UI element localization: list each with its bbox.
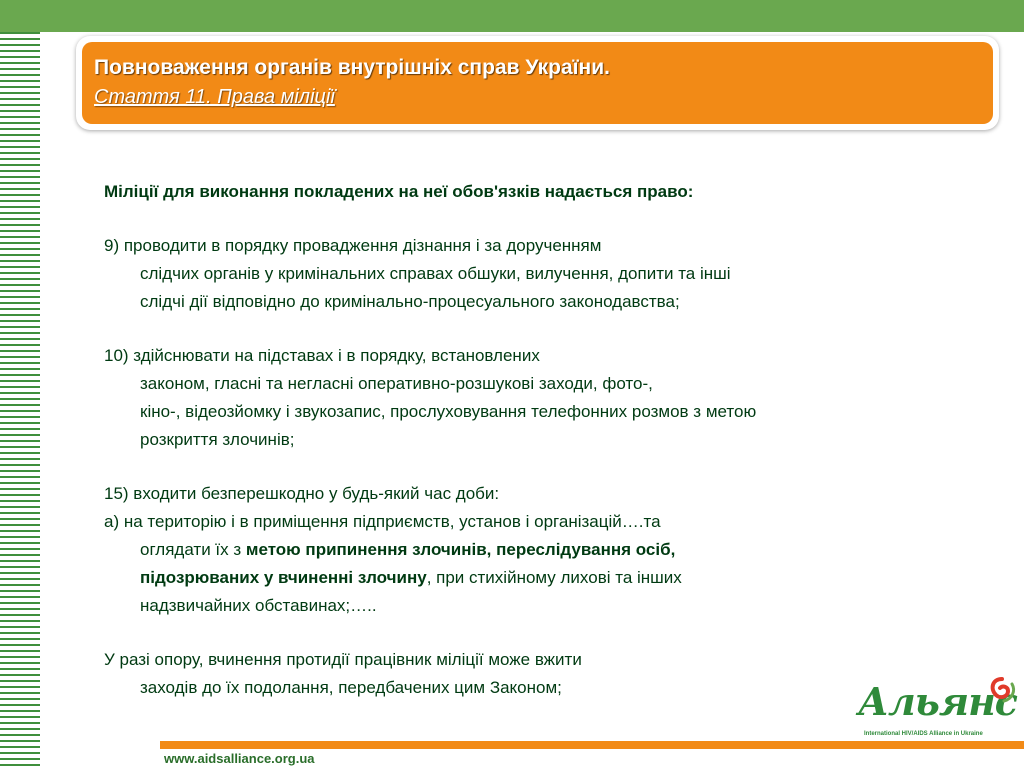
item9-line2: слідчих органів у кримінальних справах обшуки, вилучення, допити та інші [140, 264, 731, 283]
item9-line1: 9) проводити в порядку провадження дізнання і за дорученням [104, 236, 602, 255]
slide-content [104, 178, 984, 702]
item10-line4: розкриття злочинів; [140, 430, 295, 449]
item15-a2-text: оглядати їх з [140, 540, 246, 559]
item9-line3: слідчі дії відповідно до кримінально-процесуального законодавства; [140, 292, 680, 311]
slide-subtitle: Стаття 11. Права міліції [94, 86, 335, 108]
item15-a3-bold: підозрюваних у вчиненні злочину [140, 568, 427, 587]
logo-wordmark: Альянс [858, 679, 1017, 724]
item15-a3-text: , при стихійному лихові та інших [426, 568, 682, 587]
item15-a-line4: надзвичайних обставинах;….. [140, 596, 377, 615]
title-banner [82, 42, 993, 124]
item10-line2: законом, гласні та негласні оперативно-розшукові заходи, фото-, [140, 374, 653, 393]
item15-a-line2 [104, 536, 984, 564]
slide-title: Повноваження органів внутрішніх справ України. [94, 56, 610, 79]
item10-line1: 10) здійснювати на підставах і в порядку, встановлених [104, 346, 540, 365]
item15-a2-bold: метою припинення злочинів, переслідування осіб, [245, 540, 676, 559]
alliance-logo [858, 675, 1018, 741]
item15-a-line3 [104, 564, 984, 592]
item15-line1: 15) входити безперешкодно у будь-який час доби: [104, 484, 500, 503]
item15-a-line1: а) на територію і в приміщення підприємств, установ і організацій….та [104, 512, 661, 531]
intro-text: Міліції для виконання покладених на неї обов'язків надається право: [104, 182, 694, 201]
left-stripe-decoration [0, 32, 40, 768]
item10-line3: кіно-, відеозйомку і звукозапис, прослуховування телефонних розмов з метою [140, 402, 757, 421]
ribbon-swirl-icon [986, 675, 1018, 705]
footer-orange-line [160, 741, 1024, 749]
top-green-bar [0, 0, 1024, 32]
closing-line2: заходів до їх подолання, передбачених цим Законом; [140, 678, 562, 697]
logo-caption: International HIV/AIDS Alliance in Ukraine [864, 731, 983, 737]
closing-line1: У разі опору, вчинення протидії працівник міліції може вжити [104, 650, 582, 669]
footer-url-link[interactable]: www.aidsalliance.org.ua [164, 751, 315, 766]
